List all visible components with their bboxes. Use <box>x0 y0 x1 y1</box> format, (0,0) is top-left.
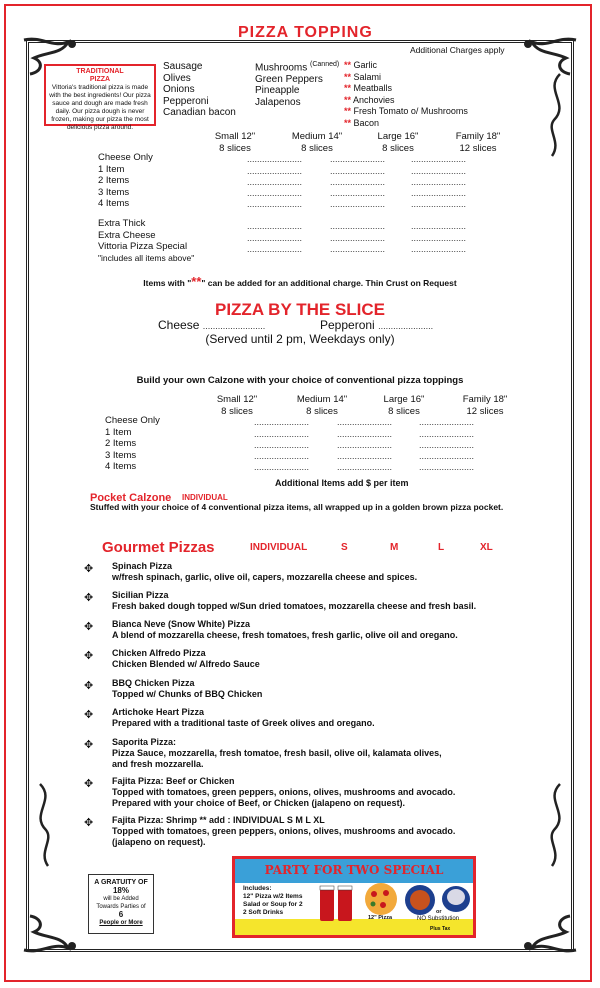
gratuity-line2: will be Added <box>103 896 139 902</box>
price-blank: ...................... <box>419 429 475 439</box>
gourmet-item-desc: Prepared with a traditional taste of Greek olives and oregano. <box>112 718 375 728</box>
size-slices: 12 slices <box>466 406 504 417</box>
price-blank: ...................... <box>330 188 386 198</box>
pizza-row-label: Extra Thick <box>98 218 146 229</box>
calzone-title: Build your own Calzone with your choice of conventional pizza toppings <box>136 375 464 386</box>
note-suffix: " can be added for an additional charge. Thin Crust on Request <box>201 278 457 288</box>
price-blank: ...................... <box>411 233 467 243</box>
premium-topping <box>344 83 468 95</box>
price-blank: ...................... <box>337 417 393 427</box>
premium-topping-label: Meatballs <box>353 83 393 93</box>
gourmet-item-desc: Topped with tomatoes, green peppers, onions, olives, mushrooms and avocado. <box>112 787 456 797</box>
party-includes-label: Includes: <box>243 885 272 892</box>
size-slices: 8 slices <box>221 406 253 417</box>
traditional-heading: TRADITIONAL <box>76 68 124 75</box>
premium-marker: ** <box>344 94 352 105</box>
party-special-banner <box>232 856 476 938</box>
calzone-size-small <box>202 394 272 418</box>
slice-cheese <box>158 318 265 332</box>
premium-marker: ** <box>344 60 352 70</box>
premium-marker: ** <box>344 106 352 116</box>
gourmet-size-l: L <box>438 542 445 553</box>
premium-topping-label: Anchovies <box>353 94 395 105</box>
slice-served-note: (Served until 2 pm, Weekdays only) <box>205 332 395 346</box>
gourmet-item-desc: A blend of mozzarella cheese, fresh tomatoes, fresh garlic, olive oil and oregano. <box>112 630 458 640</box>
price-blank: ...................... <box>247 166 303 176</box>
slice-title: PIZZA BY THE SLICE <box>214 300 386 319</box>
price-blank: ...................... <box>254 462 310 472</box>
gourmet-item-desc: Prepared with your choice of Beef, or Chicken (jalapeno on request). <box>112 798 406 808</box>
calzone-row-label: 1 Item <box>105 426 132 438</box>
pizza-row-label: 1 Item <box>98 163 125 175</box>
gourmet-item-name: Bianca Neve (Snow White) Pizza <box>112 619 251 629</box>
traditional-subheading: PIZZA <box>89 76 111 83</box>
right-upper-scroll-icon <box>540 70 574 160</box>
size-header-large <box>363 131 433 155</box>
gourmet-bullet-icon: ✥ <box>84 778 94 790</box>
slice-cheese-label: Cheese <box>158 318 200 332</box>
toppings-column-3 <box>344 60 468 129</box>
topping-item: Onions <box>163 84 195 95</box>
gourmet-item-desc: and fresh mozzarella. <box>112 759 204 769</box>
premium-topping-label: Fresh Tomato o/ Mushrooms <box>353 106 468 116</box>
gourmet-item-name: Chicken Alfredo Pizza <box>112 648 206 658</box>
pocket-calzone-title: Pocket Calzone <box>90 492 172 504</box>
pizza-icon <box>361 881 401 917</box>
size-slices: 8 slices <box>219 143 251 154</box>
note-stars: ** <box>191 274 202 289</box>
price-blank: ...................... <box>337 451 393 461</box>
price-blank: ...................... <box>419 462 475 472</box>
price-blank: ...................... <box>411 166 467 176</box>
price-blank: ...................... <box>419 417 475 427</box>
pizza-row-label: Extra Cheese <box>98 229 156 241</box>
price-blank: ...................... <box>330 154 386 164</box>
gourmet-bullet-icon: ✥ <box>84 592 94 604</box>
additional-charges-note: Additional Charges apply <box>410 45 505 55</box>
gourmet-item-body <box>112 707 375 729</box>
gourmet-size-m: M <box>390 542 399 553</box>
topping-mushrooms: Mushrooms <box>255 62 308 74</box>
gourmet-size-s: S <box>341 542 348 553</box>
gourmet-bullet-icon: ✥ <box>84 650 94 662</box>
gourmet-item-body <box>112 776 455 809</box>
calzone-row-label: 3 Items <box>105 449 137 461</box>
price-blank: ...................... <box>330 221 386 231</box>
topping-item <box>255 59 339 74</box>
size-header-small <box>200 131 270 155</box>
price-blank: ...................... <box>247 188 303 198</box>
topping-item: Green Peppers <box>255 73 323 85</box>
pizza-rows <box>98 152 153 210</box>
gourmet-item-body <box>112 737 442 770</box>
topping-item: Pineapple <box>255 85 300 97</box>
size-slices: 8 slices <box>301 143 333 154</box>
pizza-row-label: Cheese Only <box>98 152 153 163</box>
toppings-column-1 <box>163 61 236 119</box>
price-blank: ...................... <box>337 429 393 439</box>
size-slices: 12 slices <box>459 143 497 154</box>
gourmet-item-body <box>112 619 458 641</box>
topping-item: Pepperoni <box>163 95 209 107</box>
party-no-substitution: NO Substitution <box>417 916 460 922</box>
price-blank: ...................... <box>411 244 467 254</box>
size-slices: 8 slices <box>388 406 420 417</box>
bottom-left-flourish-icon <box>22 914 82 954</box>
premium-topping <box>344 118 468 130</box>
calzone-row-label: 4 Items <box>105 461 137 472</box>
size-name: Medium 14" <box>291 131 343 142</box>
price-blank: ...................... <box>411 154 467 164</box>
gourmet-item-desc: Chicken Blended w/ Alfredo Sauce <box>112 659 260 669</box>
price-blank: ...................... <box>330 244 386 254</box>
premium-topping <box>344 72 468 84</box>
premium-marker: ** <box>344 83 352 93</box>
gourmet-title: Gourmet Pizzas <box>102 539 215 556</box>
size-header-family <box>443 131 513 155</box>
pizza-row-label: Vittoria Pizza Special <box>98 241 188 252</box>
soft-drinks-icon <box>317 883 357 925</box>
gratuity-num: 6 <box>118 910 124 919</box>
calzone-additional-note: Additional Items add $ per item <box>275 478 409 488</box>
price-blank: ...................... <box>247 177 303 187</box>
gourmet-item-body <box>112 590 476 612</box>
premium-topping <box>344 95 468 107</box>
price-blank: ...................... <box>411 221 467 231</box>
price-blank: ...................... <box>337 440 393 450</box>
additional-items-note <box>0 274 600 289</box>
gourmet-item-desc: Fresh baked dough topped w/Sun dried tomatoes, mozzarella cheese and fresh basil. <box>112 601 477 611</box>
premium-marker: ** <box>344 71 352 82</box>
gourmet-item-name: Artichoke Heart Pizza <box>112 707 205 717</box>
gourmet-item-body <box>112 815 455 848</box>
price-blank: ...................... <box>411 188 467 198</box>
calzone-size-family <box>450 394 520 418</box>
gourmet-bullet-icon: ✥ <box>84 739 94 751</box>
price-blank: ...................... <box>254 440 310 450</box>
gourmet-item-name: Sicilian Pizza <box>112 590 169 600</box>
size-slices: 8 slices <box>306 406 338 417</box>
party-or-label: or <box>436 909 442 915</box>
party-title: PARTY FOR TWO SPECIAL <box>264 863 444 877</box>
gourmet-item-desc: Topped with tomatoes, green peppers, onions, olives, mushrooms and avocado. <box>112 826 456 836</box>
price-blank: ...................... <box>247 233 303 243</box>
size-name: Family 18" <box>462 394 508 405</box>
gourmet-bullet-icon: ✥ <box>84 563 94 575</box>
party-line1: 12" Pizza w/2 Items <box>243 893 303 900</box>
gratuity-line4: People or More <box>99 920 143 926</box>
gratuity-box <box>88 874 154 934</box>
calzone-size-medium <box>287 394 357 418</box>
size-name: Large 16" <box>377 131 419 142</box>
party-line3: 2 Soft Drinks <box>243 909 284 916</box>
party-plus-tax: Plus Tax <box>430 926 451 932</box>
gourmet-item-name: Fajita Pizza: Shrimp ** add : INDIVIDUAL S M L XL <box>112 815 325 825</box>
premium-topping-label: Bacon <box>353 117 380 128</box>
calzone-size-large <box>369 394 439 418</box>
price-blank: ...................... <box>419 451 475 461</box>
gourmet-item-name: BBQ Chicken Pizza <box>112 678 195 688</box>
size-name: Medium 14" <box>296 394 348 405</box>
slice-pepperoni <box>320 318 433 332</box>
gourmet-bullet-icon: ✥ <box>84 817 94 829</box>
gourmet-bullet-icon: ✥ <box>84 621 94 633</box>
calzone-row-label: Cheese Only <box>105 415 160 426</box>
gourmet-item-body <box>112 678 262 700</box>
pocket-individual-label: INDIVIDUAL <box>182 493 228 502</box>
premium-marker: ** <box>344 117 352 128</box>
gourmet-item-body <box>112 648 260 670</box>
soup-bowl-icon <box>403 883 437 917</box>
traditional-pizza-box <box>44 64 156 131</box>
calzone-row-label: 2 Items <box>105 438 137 449</box>
premium-topping-label: Garlic <box>353 60 378 70</box>
price-blank: ...................... <box>330 233 386 243</box>
calzone-rows <box>105 415 160 473</box>
party-pizza-label: 12" Pizza <box>368 915 393 921</box>
traditional-body: Vittoria's traditional pizza is made with the best ingredients! Our pizza sauce and dough are made fresh daily. Our pizza dough is never frozen, making our pizza the most delicious pizza around. <box>49 84 151 131</box>
topping-item: Olives <box>163 72 191 84</box>
price-blank: ...................... <box>330 199 386 209</box>
slice-pepperoni-label: Pepperoni <box>320 318 375 332</box>
price-blank: ...................... <box>411 177 467 187</box>
gourmet-item-name: Fajita Pizza: Beef or Chicken <box>112 776 235 786</box>
slice-cheese-dots: ......................... <box>202 321 266 331</box>
gourmet-item-desc: Topped w/ Chunks of BBQ Chicken <box>112 689 263 699</box>
price-blank: ...................... <box>247 244 303 254</box>
gourmet-item-desc: w/fresh spinach, garlic, olive oil, capers, mozzarella cheese and spices. <box>112 572 418 582</box>
pocket-calzone-desc: Stuffed with your choice of 4 conventional pizza items, all wrapped up in a golden brown pizza pocket. <box>90 502 504 512</box>
gourmet-bullet-icon: ✥ <box>84 709 94 721</box>
pizza-row-label: 3 Items <box>98 186 130 198</box>
size-header-medium <box>282 131 352 155</box>
slice-pepperoni-dots: ...................... <box>378 321 434 331</box>
party-line2: Salad or Soup for 2 <box>243 901 303 908</box>
gratuity-pct: 18% <box>112 886 129 895</box>
pizza-row-label: 2 Items <box>98 175 130 186</box>
price-blank: ...................... <box>254 451 310 461</box>
size-name: Small 12" <box>214 131 256 142</box>
gratuity-line1: A GRATUITY OF <box>94 879 148 886</box>
gourmet-item-desc: (jalapeno on request). <box>112 837 206 847</box>
price-blank: ...................... <box>330 166 386 176</box>
gourmet-size-xl: XL <box>480 542 493 553</box>
gourmet-bullet-icon: ✥ <box>84 680 94 692</box>
topping-item: Sausage <box>163 61 203 72</box>
gourmet-item-desc: Pizza Sauce, mozzarella, fresh tomatoe, fresh basil, olive oil, kalamata olives, <box>112 748 442 758</box>
special-note: "includes all items above" <box>98 252 195 263</box>
topping-item: Jalapenos <box>255 96 301 108</box>
gourmet-item-name: Spinach Pizza <box>112 561 173 571</box>
note-prefix: Items with " <box>143 278 192 288</box>
topping-item: Canadian bacon <box>163 107 236 118</box>
gourmet-item-body <box>112 561 417 583</box>
price-blank: ...................... <box>411 199 467 209</box>
pizza-rows-extra <box>98 218 194 264</box>
price-blank: ...................... <box>337 462 393 472</box>
price-blank: ...................... <box>247 154 303 164</box>
size-name: Small 12" <box>216 394 258 405</box>
pizza-row-label: 4 Items <box>98 198 130 209</box>
toppings-title: PIZZA TOPPING <box>238 24 373 41</box>
right-lower-scroll-icon <box>540 780 574 870</box>
salad-bowl-icon <box>441 881 471 915</box>
gourmet-item-name: Saporita Pizza: <box>112 737 177 747</box>
size-name: Family 18" <box>455 131 501 142</box>
price-blank: ...................... <box>254 429 310 439</box>
price-blank: ...................... <box>247 199 303 209</box>
left-lower-scroll-icon <box>26 780 60 870</box>
bottom-right-flourish-icon <box>518 914 578 954</box>
toppings-column-2 <box>255 59 339 108</box>
gratuity-line3: Towards Parties of <box>96 904 146 910</box>
price-blank: ...................... <box>330 177 386 187</box>
price-blank: ...................... <box>419 440 475 450</box>
party-includes <box>243 885 303 917</box>
premium-topping <box>344 106 468 118</box>
size-slices: 8 slices <box>382 143 414 154</box>
canned-note: (Canned) <box>310 61 340 68</box>
premium-topping <box>344 60 468 72</box>
price-blank: ...................... <box>254 417 310 427</box>
premium-topping-label: Salami <box>353 71 382 82</box>
gourmet-size-individual: INDIVIDUAL <box>250 542 308 553</box>
price-blank: ...................... <box>247 221 303 231</box>
size-name: Large 16" <box>383 394 425 405</box>
